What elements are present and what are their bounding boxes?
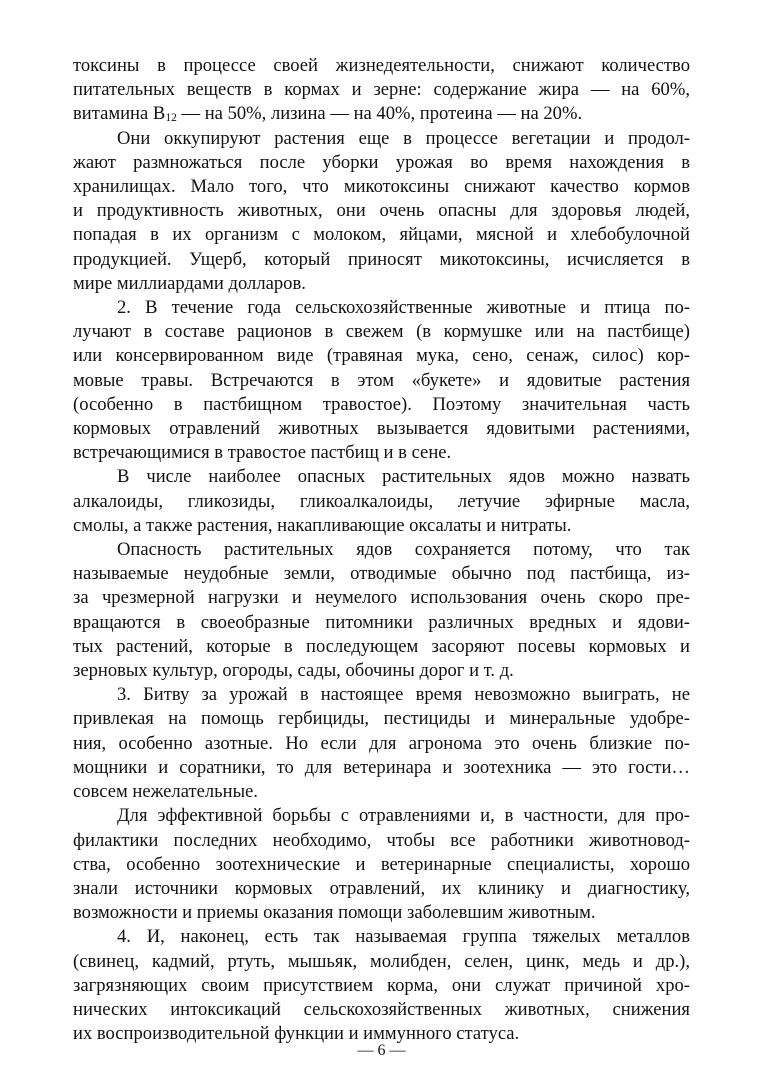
- text-line: продукцией. Ущерб, который приносят микотоксины, исчисляется в: [73, 248, 690, 270]
- text-line: или консервированном виде (травяная мука, сено, сенаж, силос) кор-: [73, 345, 690, 367]
- text-line: попадая в их организм с молоком, яйцами, мясной и хлебобулочной: [73, 224, 690, 246]
- text-line: 4. И, наконец, есть так называемая группа тяжелых металлов: [117, 926, 690, 948]
- text-segment: витамина B: [73, 103, 166, 125]
- text-line: хранилищах. Мало того, что микотоксины снижают качество кормов: [73, 176, 690, 198]
- text-line: встречающимися в травостое пастбищ и в сене.: [73, 442, 452, 464]
- text-line: (особенно в пастбищном травостое). Поэтому значительная часть: [73, 393, 690, 415]
- page-number: — 6 —: [357, 1042, 406, 1059]
- paragraph-5: [73, 538, 690, 683]
- text-line: загрязняющих своим присутствием корма, они служат причиной хро-: [73, 974, 690, 996]
- text-line: мовые травы. Встречаются в этом «букете» и ядовитые растения: [73, 369, 690, 391]
- text-line: 3. Битву за урожай в настоящее время невозможно выиграть, не: [117, 684, 690, 706]
- text-line: ния, особенно азотные. Но если для агронома это очень близкие по-: [73, 732, 690, 754]
- text-line: токсины в процессе своей жизнедеятельности, снижают количество: [73, 55, 690, 76]
- text-line: (свинец, кадмий, ртуть, мышьяк, молибден, селен, цинк, медь и др.),: [73, 950, 690, 972]
- text-line: знали источники кормовых отравлений, их клинику и диагностику,: [73, 877, 690, 899]
- text-line: 2. В течение года сельскохозяйственные животные и птица по-: [117, 297, 690, 319]
- text-segment: — на 50%, лизина — на 40%, протеина — на 20%.: [176, 103, 583, 125]
- text-line: алкалоиды, гликозиды, гликоалкалоиды, летучие эфирные масла,: [73, 490, 690, 512]
- text-line: питательных веществ в кормах и зерне: содержание жира — на 60%,: [73, 79, 690, 101]
- text-line: и продуктивность животных, они очень опасны для здоровья людей,: [73, 200, 690, 222]
- text-line: мощники и соратники, то для ветеринара и зоотехника — это гости…: [73, 756, 690, 778]
- paragraph-1: [73, 54, 690, 127]
- paragraph-4: [73, 465, 690, 538]
- text-line: смолы, а также растения, накапливающие оксалаты и нитраты.: [73, 514, 572, 536]
- text-line: за чрезмерной нагрузки и неумелого использования очень скоро пре-: [73, 587, 690, 609]
- document-page: [73, 54, 690, 1046]
- paragraph-8: [73, 925, 690, 1046]
- text-line: привлекая на помощь гербициды, пестициды и минеральные удобре-: [73, 708, 690, 730]
- text-line: ства, особенно зоотехнические и ветеринарные специалисты, хорошо: [73, 853, 690, 875]
- text-line: вращаются в своеобразные питомники различных вредных и ядови-: [73, 611, 690, 633]
- subscript: 12: [165, 112, 177, 125]
- text-line: зерновых культур, огороды, сады, обочины дорог и т. д.: [73, 660, 514, 682]
- text-line: Опасность растительных ядов сохраняется потому, что так: [117, 539, 690, 561]
- text-line: нических интоксикаций сельскохозяйственных животных, снижения: [73, 998, 690, 1020]
- text-line: тых растений, которые в последующем засоряют посевы кормовых и: [73, 635, 690, 657]
- text-line: Для эффективной борьбы с отравлениями и, в частности, для про-: [117, 805, 690, 827]
- text-line: В числе наиболее опасных растительных ядов можно назвать: [117, 466, 690, 488]
- text-line: называемые неудобные земли, отводимые обычно под пастбища, из-: [73, 563, 690, 585]
- text-line: Они оккупируют растения еще в процессе вегетации и продол-: [117, 127, 690, 149]
- text-line: жают размножаться после уборки урожая во время нахождения в: [73, 151, 690, 173]
- paragraph-2: [73, 127, 690, 296]
- text-line: мире миллиардами долларов.: [73, 272, 306, 294]
- text-line: совсем нежелательные.: [73, 781, 258, 803]
- paragraph-6: [73, 683, 690, 804]
- text-line: лучают в составе рационов в свежем (в кормушке или на пастбище): [73, 321, 690, 343]
- text-line: филактики последних необходимо, чтобы все работники животновод-: [73, 829, 690, 851]
- paragraph-7: [73, 804, 690, 925]
- text-line: возможности и приемы оказания помощи заболевшим животным.: [73, 902, 596, 924]
- paragraph-3: [73, 296, 690, 465]
- text-line-vitamin: [73, 102, 690, 126]
- text-line: их воспроизводительной функции и иммунного статуса.: [73, 1023, 520, 1045]
- text-line: кормовых отравлений животных вызывается ядовитыми растениями,: [73, 418, 690, 440]
